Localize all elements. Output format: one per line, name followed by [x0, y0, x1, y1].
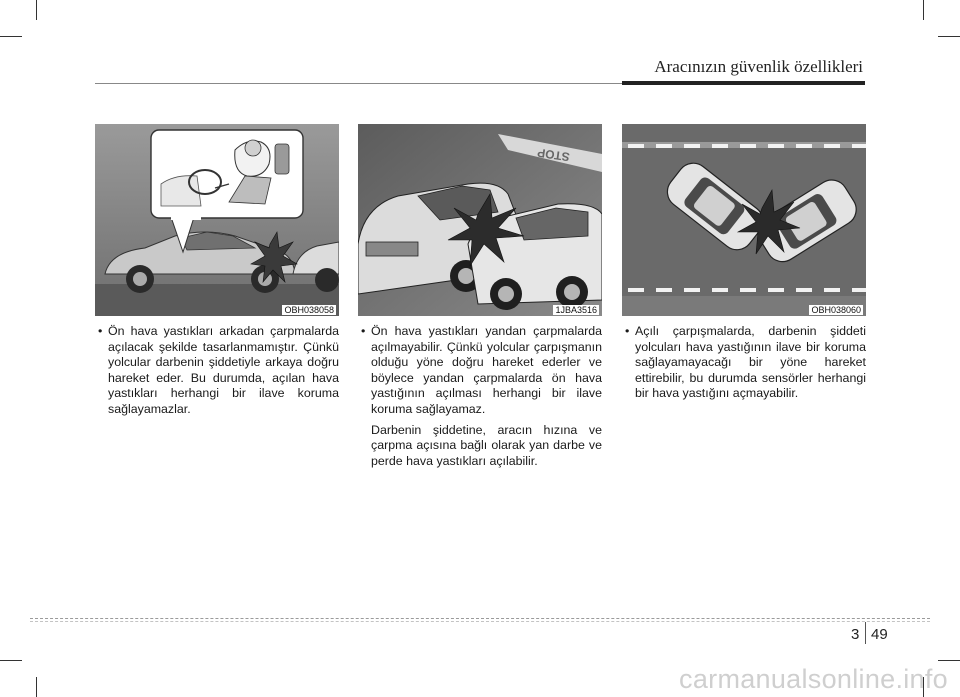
bullet-icon: •: [361, 324, 366, 338]
bullet-paragraph: [358, 324, 602, 418]
text-column-2: [358, 324, 602, 469]
figure-code: OBH038058: [284, 305, 334, 315]
angled-collision-illustration: [622, 124, 866, 316]
road-marking-text: STOP: [536, 145, 571, 164]
figure-code: OBH038060: [811, 305, 861, 315]
paragraph-text: Ön hava yastıkları yandan çarpmalarda açılmayabilir. Çünkü yolcular çarpışmanın olduğu yöne doğru hareket ederler ve böylece yandan çarpmalarda ön hava yastığının açılması herhangi bir ilave koruma sağlayamaz.: [371, 324, 602, 416]
figure-rear-collision: [95, 124, 339, 316]
figure-code: 1JBA3516: [555, 305, 597, 315]
header-rule-accent: [622, 81, 865, 85]
chapter-number: 3: [851, 626, 860, 643]
crop-mark-bottom-right-h: [938, 660, 960, 661]
crop-mark-top-right-v: [923, 0, 924, 20]
bullet-paragraph: [95, 324, 339, 418]
paragraph-text: Ön hava yastıkları arkadan çarpmalarda açılacak şekilde tasarlanmamıştır. Çünkü yolcular darbenin şiddetiyle arkaya doğru hareket eder. Bu durumda, açılan hava yastıkları herhangi bir ilave koruma sağlayamazlar.: [108, 324, 339, 416]
figure-side-collision: [358, 124, 602, 316]
side-collision-illustration: [358, 124, 602, 316]
crop-mark-bottom-left-h: [0, 660, 22, 661]
text-column-1: [95, 324, 339, 418]
page-number: 49: [871, 626, 888, 643]
watermark: carmanualsonline.info: [679, 664, 948, 694]
figure-angled-collision: [622, 124, 866, 316]
footer-dotted-rule-secondary: [30, 621, 930, 622]
bullet-icon: •: [625, 324, 630, 338]
continuation-paragraph: Darbenin şiddetine, aracın hızına ve çarpma açısına bağlı olarak yan darbe ve perde hava yastıkları açılabilir.: [371, 422, 602, 468]
bullet-icon: •: [98, 324, 103, 338]
rear-collision-illustration: [95, 124, 339, 316]
crop-mark-top-left-h: [0, 36, 22, 37]
paragraph-text: Açılı çarpışmalarda, darbenin şiddeti yolcuları hava yastığının ilave bir koruma sağlayamayacağı bir yöne hareket ettirebilir, bu durumda sensörler herhangi bir hava yastığını açmayabilir.: [635, 324, 866, 401]
crop-mark-top-left-v: [36, 0, 37, 20]
bullet-paragraph: [622, 324, 866, 402]
crop-mark-bottom-left-v: [36, 677, 37, 697]
text-column-3: [622, 324, 866, 402]
page-number-separator: [865, 622, 866, 644]
footer-dotted-rule: [30, 618, 930, 619]
page-header-title: Aracınızın güvenlik özellikleri: [654, 57, 863, 76]
crop-mark-top-right-h: [938, 36, 960, 37]
